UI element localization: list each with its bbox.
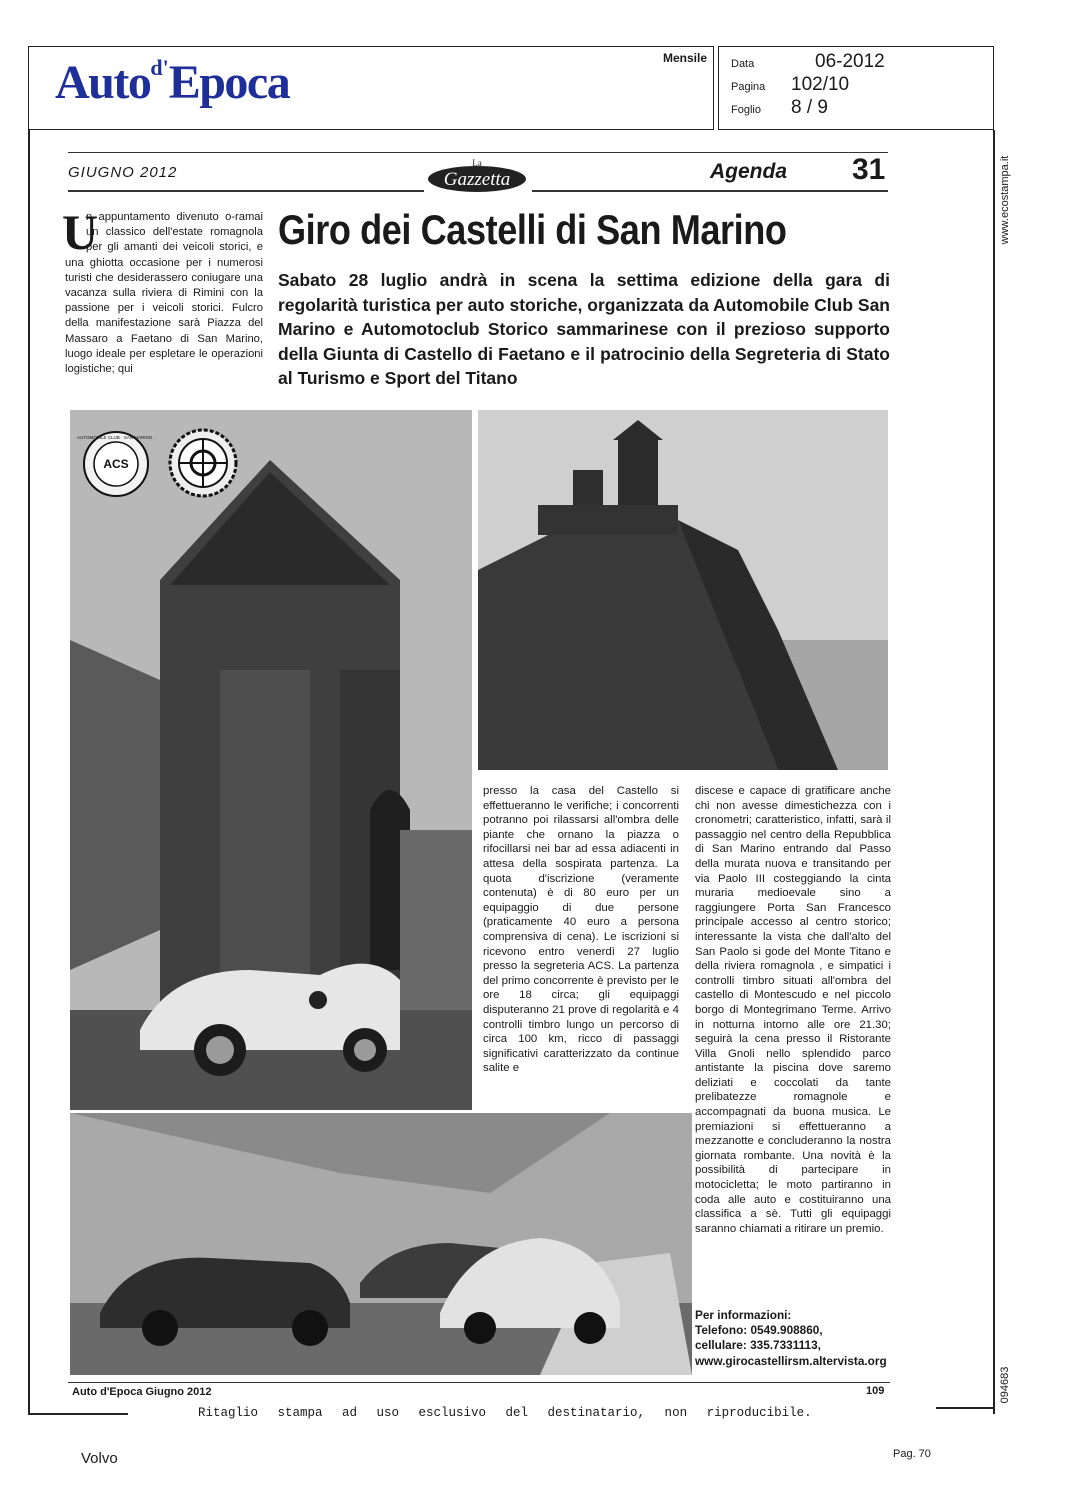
info-phone: Telefono: 0549.908860, <box>695 1323 823 1338</box>
club-emblem-2 <box>168 428 238 498</box>
divider <box>532 190 888 192</box>
meta-value: 8 / 9 <box>791 97 828 118</box>
clipping-meta-box <box>718 46 994 130</box>
logo-text: Gazzetta <box>443 169 511 190</box>
issue-date: GIUGNO 2012 <box>68 164 178 181</box>
article-subtitle: Sabato 28 luglio andrà in scena la settima edizione della gara di regolarità turistica per auto storiche, organizzata da Automobile Club San Marino e Automotoclub Storico sammarinese con il prezioso supporto della Giunta di Castello di Faetano e il patrocinio della Segreteria di Stato al Turismo e Sport del Titano <box>278 270 890 388</box>
info-website: www.girocastellirsm.altervista.org <box>695 1353 887 1368</box>
magazine-footer-title: Auto d'Epoca Giugno 2012 <box>72 1386 212 1398</box>
client-brand: Volvo <box>81 1450 118 1467</box>
article-headline: Giro dei Castelli di San Marino <box>278 206 787 253</box>
side-website: www.ecostampa.it <box>999 155 1011 245</box>
clipping-page-number: Pag. 70 <box>893 1448 931 1460</box>
meta-label: Data <box>731 58 755 70</box>
divider <box>68 1382 890 1383</box>
frame-border <box>28 1413 128 1415</box>
meta-value: 06-2012 <box>815 51 885 72</box>
magazine-footer-page: 109 <box>866 1385 885 1397</box>
photo-tower-car <box>70 410 472 1110</box>
badge-center-text: ACS <box>103 457 129 471</box>
meta-value: 102/10 <box>791 74 850 95</box>
frame-border <box>28 130 30 1414</box>
meta-page <box>731 74 849 96</box>
side-code: 094683 <box>999 1366 1011 1404</box>
article-column-1: presso la casa del Castello si effettueranno le verifiche; i concorrenti potranno poi rilassarsi all'ombra delle piante che ornano la piazza o rifocillarsi nei bar ad essa adiacenti in attesa della sospirata partenza. La quota d'iscrizione (veramente contenuta) è di 80 euro per un equipaggio di due persone (praticamente 40 euro a persona comprensiva di cena). Le iscrizioni si ricevono entro venerdì 27 luglio presso la segreteria ACS. La partenza del primo concorrente è previsto per le ore 18 circa; gli equipaggi disputeranno 21 prove di regolarità e 4 controlli timbro lungo un percorso di circa 100 km, ricco di passaggi significativi caratterizzato da continue salite e <box>483 785 679 1075</box>
frame-border <box>993 130 995 1414</box>
gazzetta-logo <box>425 155 529 195</box>
divider <box>68 190 424 192</box>
drop-cap: U <box>62 204 99 260</box>
magazine-page-number: 31 <box>852 153 886 186</box>
meta-sheet <box>731 97 828 119</box>
photo-castle <box>478 410 888 770</box>
meta-label: Foglio <box>731 104 761 116</box>
intro-paragraph: n appuntamento divenuto o-ramai un classico dell'estate romagnola per gli amanti dei veicoli storici, e una ghiotta occasione per i numerosi turisti che desiderassero coniugare una vacanza sulla riviera di Rimini con la passione per i veicoli storici. Fulcro della manifestazione sarà Piazza del Massaro a Faetano di San Marino, luogo ideale per espletare le operazioni logistiche; qui <box>65 211 263 376</box>
publication-logo: Auto$^{d'}$Epoca <box>55 55 290 109</box>
masthead-box <box>28 46 714 130</box>
meta-date <box>731 51 885 73</box>
info-mobile: cellulare: 335.7331113, <box>695 1338 821 1353</box>
contact-info <box>695 1308 895 1369</box>
frame-border <box>936 1407 994 1409</box>
disclaimer-text: Ritaglio stampa ad uso esclusivo del destinatario, non riproducibile. <box>198 1406 812 1420</box>
logo-small-text: La <box>472 158 482 168</box>
article-column-2: discese e capace di gratificare anche chi non avesse dimestichezza con i cronometri; caratteristico, infatti, sarà il passaggio nel centro della Repubblica di San Marino entrando dal Passo della murata nuova e transitando per via Paolo III costeggiando la cinta muraria medioevale sino a raggiungere Porta San Francesco principale accesso al centro storico; interessante la vista che dall'alto del San Paolo si gode del Monte Titano e della riviera romagnola , e simpatici i controlli timbro situati all'ombra del castello di Montescudo e nel piccolo borgo di Montegrimano Terme. Arrivo in notturna intorno alle ore 21.30; seguirà la cena presso il Ristorante Villa Gnoli nello splendido parco antistante la piscina dove saremo deliziati e coccolati da tante prelibatezze romagnole e accompagnati da buona musica. Le premiazioni si effettueranno a mezzanotte e concluderanno la nostra giornata rombante. Una novità è la possibilità di partecipare in motocicletta; le moto partiranno in coda alle auto e costituiranno una classifica a sè. Tutti gli equipaggi saranno chiamati a ritirare un premio. <box>695 785 891 1235</box>
info-title: Per informazioni: <box>695 1308 792 1322</box>
acs-club-badge <box>77 430 155 498</box>
section-name: Agenda <box>710 160 788 183</box>
badge-ring-text: AUTOMOBILE CLUB · SAN MARINO · <box>77 435 155 440</box>
photo-street-cars <box>70 1113 692 1375</box>
divider <box>68 152 888 153</box>
meta-label: Pagina <box>731 81 766 93</box>
periodicity-label: Mensile <box>662 51 707 65</box>
